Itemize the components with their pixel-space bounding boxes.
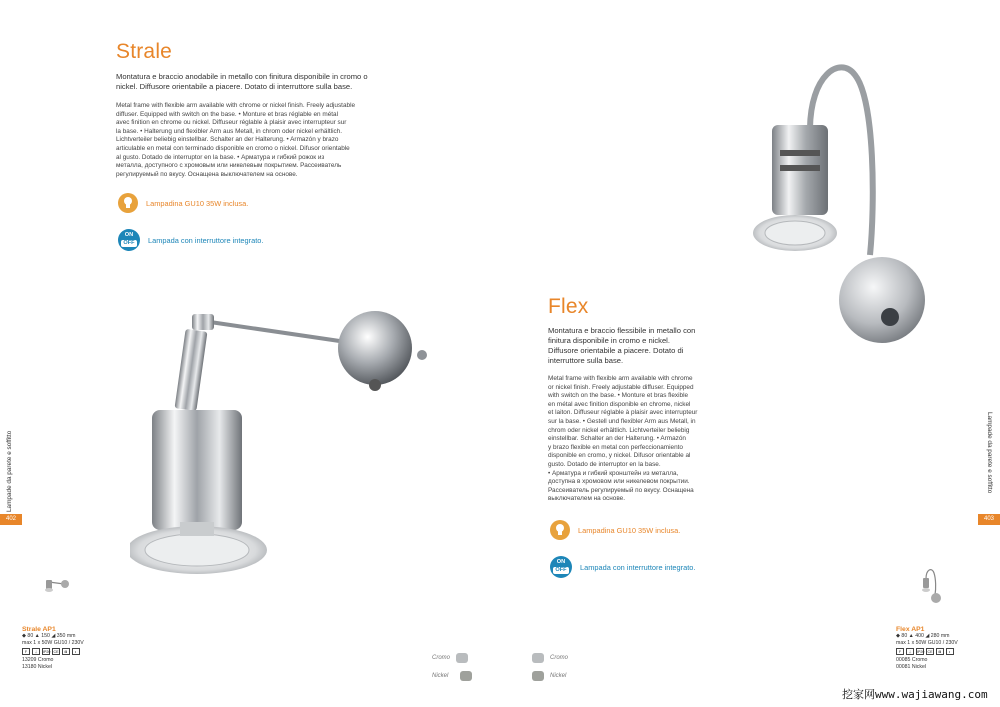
bin-icon: ⊠: [936, 648, 944, 655]
strale-code-cromo: 13209 Cromo: [22, 657, 54, 664]
flex-product-name: Flex AP1: [896, 626, 925, 633]
strale-product-name: Strale AP1: [22, 626, 56, 633]
bin-icon: ⊠: [62, 648, 70, 655]
swatch-nickel-left: Nickel: [432, 671, 472, 681]
strale-thumbnail: [44, 574, 70, 594]
chrome-swatch: [456, 653, 468, 663]
ip-icon: IP20: [43, 650, 51, 655]
page-number-left: 402: [0, 514, 22, 525]
class-icon: F: [896, 648, 904, 655]
flex-title: Flex: [548, 295, 589, 318]
bulb-icon: [118, 193, 138, 213]
on-off-icon: ON OFF: [118, 229, 140, 251]
flex-power: max 1 x 50W GU10 / 230V: [896, 639, 958, 646]
flex-description-it: Montatura e braccio flessibile in metallo con finitura disponibile in cromo e nickel. Diffusore orientabile a piacere. Dotato di interruttore sulla base.: [548, 326, 696, 365]
ground-icon: ⏚: [906, 648, 914, 655]
ce-icon: CE: [53, 650, 59, 655]
strale-title: Strale: [116, 40, 173, 63]
nickel-swatch: [460, 671, 472, 681]
flex-dimensions: ◆ 80 ▲ 400 ◢ 280 mm: [896, 633, 950, 639]
side-label-right: Lampade da parete e soffitto: [986, 412, 993, 494]
strale-power: max 1 x 50W GU10 / 230V: [22, 639, 84, 646]
ce-icon: CE: [927, 650, 933, 655]
swatch-cromo-left: Cromo: [432, 653, 468, 663]
page-number-right: 403: [978, 514, 1000, 525]
chrome-swatch: [532, 653, 544, 663]
strale-feature-bulb: [118, 193, 248, 213]
flex-feature-switch: [550, 556, 695, 578]
strale-dimensions: ◆ 80 ▲ 150 ◢ 350 mm: [22, 633, 76, 639]
class-icon: F: [22, 648, 30, 655]
flex-code-nickel: 00081 Nickel: [896, 663, 926, 670]
strale-feature-switch-text: Lampada con interruttore integrato.: [148, 235, 264, 245]
ground-icon: ⏚: [32, 648, 40, 655]
flex-feature-switch-text: Lampada con interruttore integrato.: [580, 562, 696, 572]
swatch-cromo-right: Cromo: [532, 653, 568, 663]
flex-lamp-image: [740, 55, 940, 345]
flex-feature-bulb: [550, 520, 680, 540]
flex-code-cromo: 00085 Cromo: [896, 657, 928, 664]
swatch-nickel-right: Nickel: [532, 671, 566, 681]
strale-lamp-image: [130, 300, 440, 590]
on-off-icon: ON OFF: [550, 556, 572, 578]
strale-feature-switch: [118, 229, 263, 251]
watermark: 挖家网www.wajiawang.com: [842, 688, 988, 701]
nickel-swatch: [532, 671, 544, 681]
strale-product-info: [22, 626, 84, 670]
flex-product-info: [896, 626, 958, 670]
bulb-outline-icon: ◐: [72, 648, 80, 655]
side-label-left: Lampade da parete e soffitto: [6, 430, 13, 512]
flex-feature-bulb-text: Lampadina GU10 35W inclusa.: [578, 525, 681, 535]
flex-description-multilang: Metal frame with flexible arm available with chrome or nickel finish. Freely adjustable diffuser. Equipped with switch on the base. • Monture et bras flexible en métal avec finition disponible en chrome, nickel et laiton. Diffuseur réglable à plaisir avec interrupteur sur la base. • Gestell und flexibler Arm aus Metall, in chrom oder nickel erhältlich. Lichtverteiler beliebig einstellbar. Schalter an der Halterung. • Armazón y brazo flexible en metal con perfeccionamiento disponible en cromo, y nickel. Difusor orientable al gusto. Dotado de interruptor en la base. • Арматура и гибкий кронштейн из металла, доступна в хромовом или никелевом покрытии. Рассеиватель регулируемый по вкусу. Оснащена выключателем на основе.: [548, 375, 698, 503]
strale-description-it: Montatura e braccio anodabile in metallo con finitura disponibile in cromo o nickel. Diffusore orientabile a piacere. Dotato di interruttore sulla base.: [116, 72, 368, 91]
ip-icon: IP20: [917, 650, 925, 655]
bulb-icon: [550, 520, 570, 540]
bulb-outline-icon: ◐: [946, 648, 954, 655]
flex-thumbnail: [920, 565, 942, 605]
strale-description-multilang: Metal frame with flexible arm available with chrome or nickel finish. Freely adjustable diffuser. Equipped with switch on the base. • Monture et bras réglable en métal avec finition en chrome ou nickel. Diffuseur réglable à plaisir avec interrupteur sur la base. • Halterung und flexibler Arm aus Metall, in chrom oder nickel erhältlich. Lichtverteiler beliebig einstellbar. Schalter an der Halterung. • Armazón y brazo articulable en metal con terminado disponible en cromo o nickel. Difusor orientable al gusto. Dotado de interruptor en la base. • Арматура и гибкий рожок из металла, доступного с хромовым или никелевым покрытием. Рассеиватель регулируемый по вкусу. Оснащена выключателем на основе.: [116, 102, 356, 178]
strale-feature-bulb-text: Lampadina GU10 35W inclusa.: [146, 198, 249, 208]
strale-code-nickel: 13180 Nickel: [22, 663, 52, 670]
